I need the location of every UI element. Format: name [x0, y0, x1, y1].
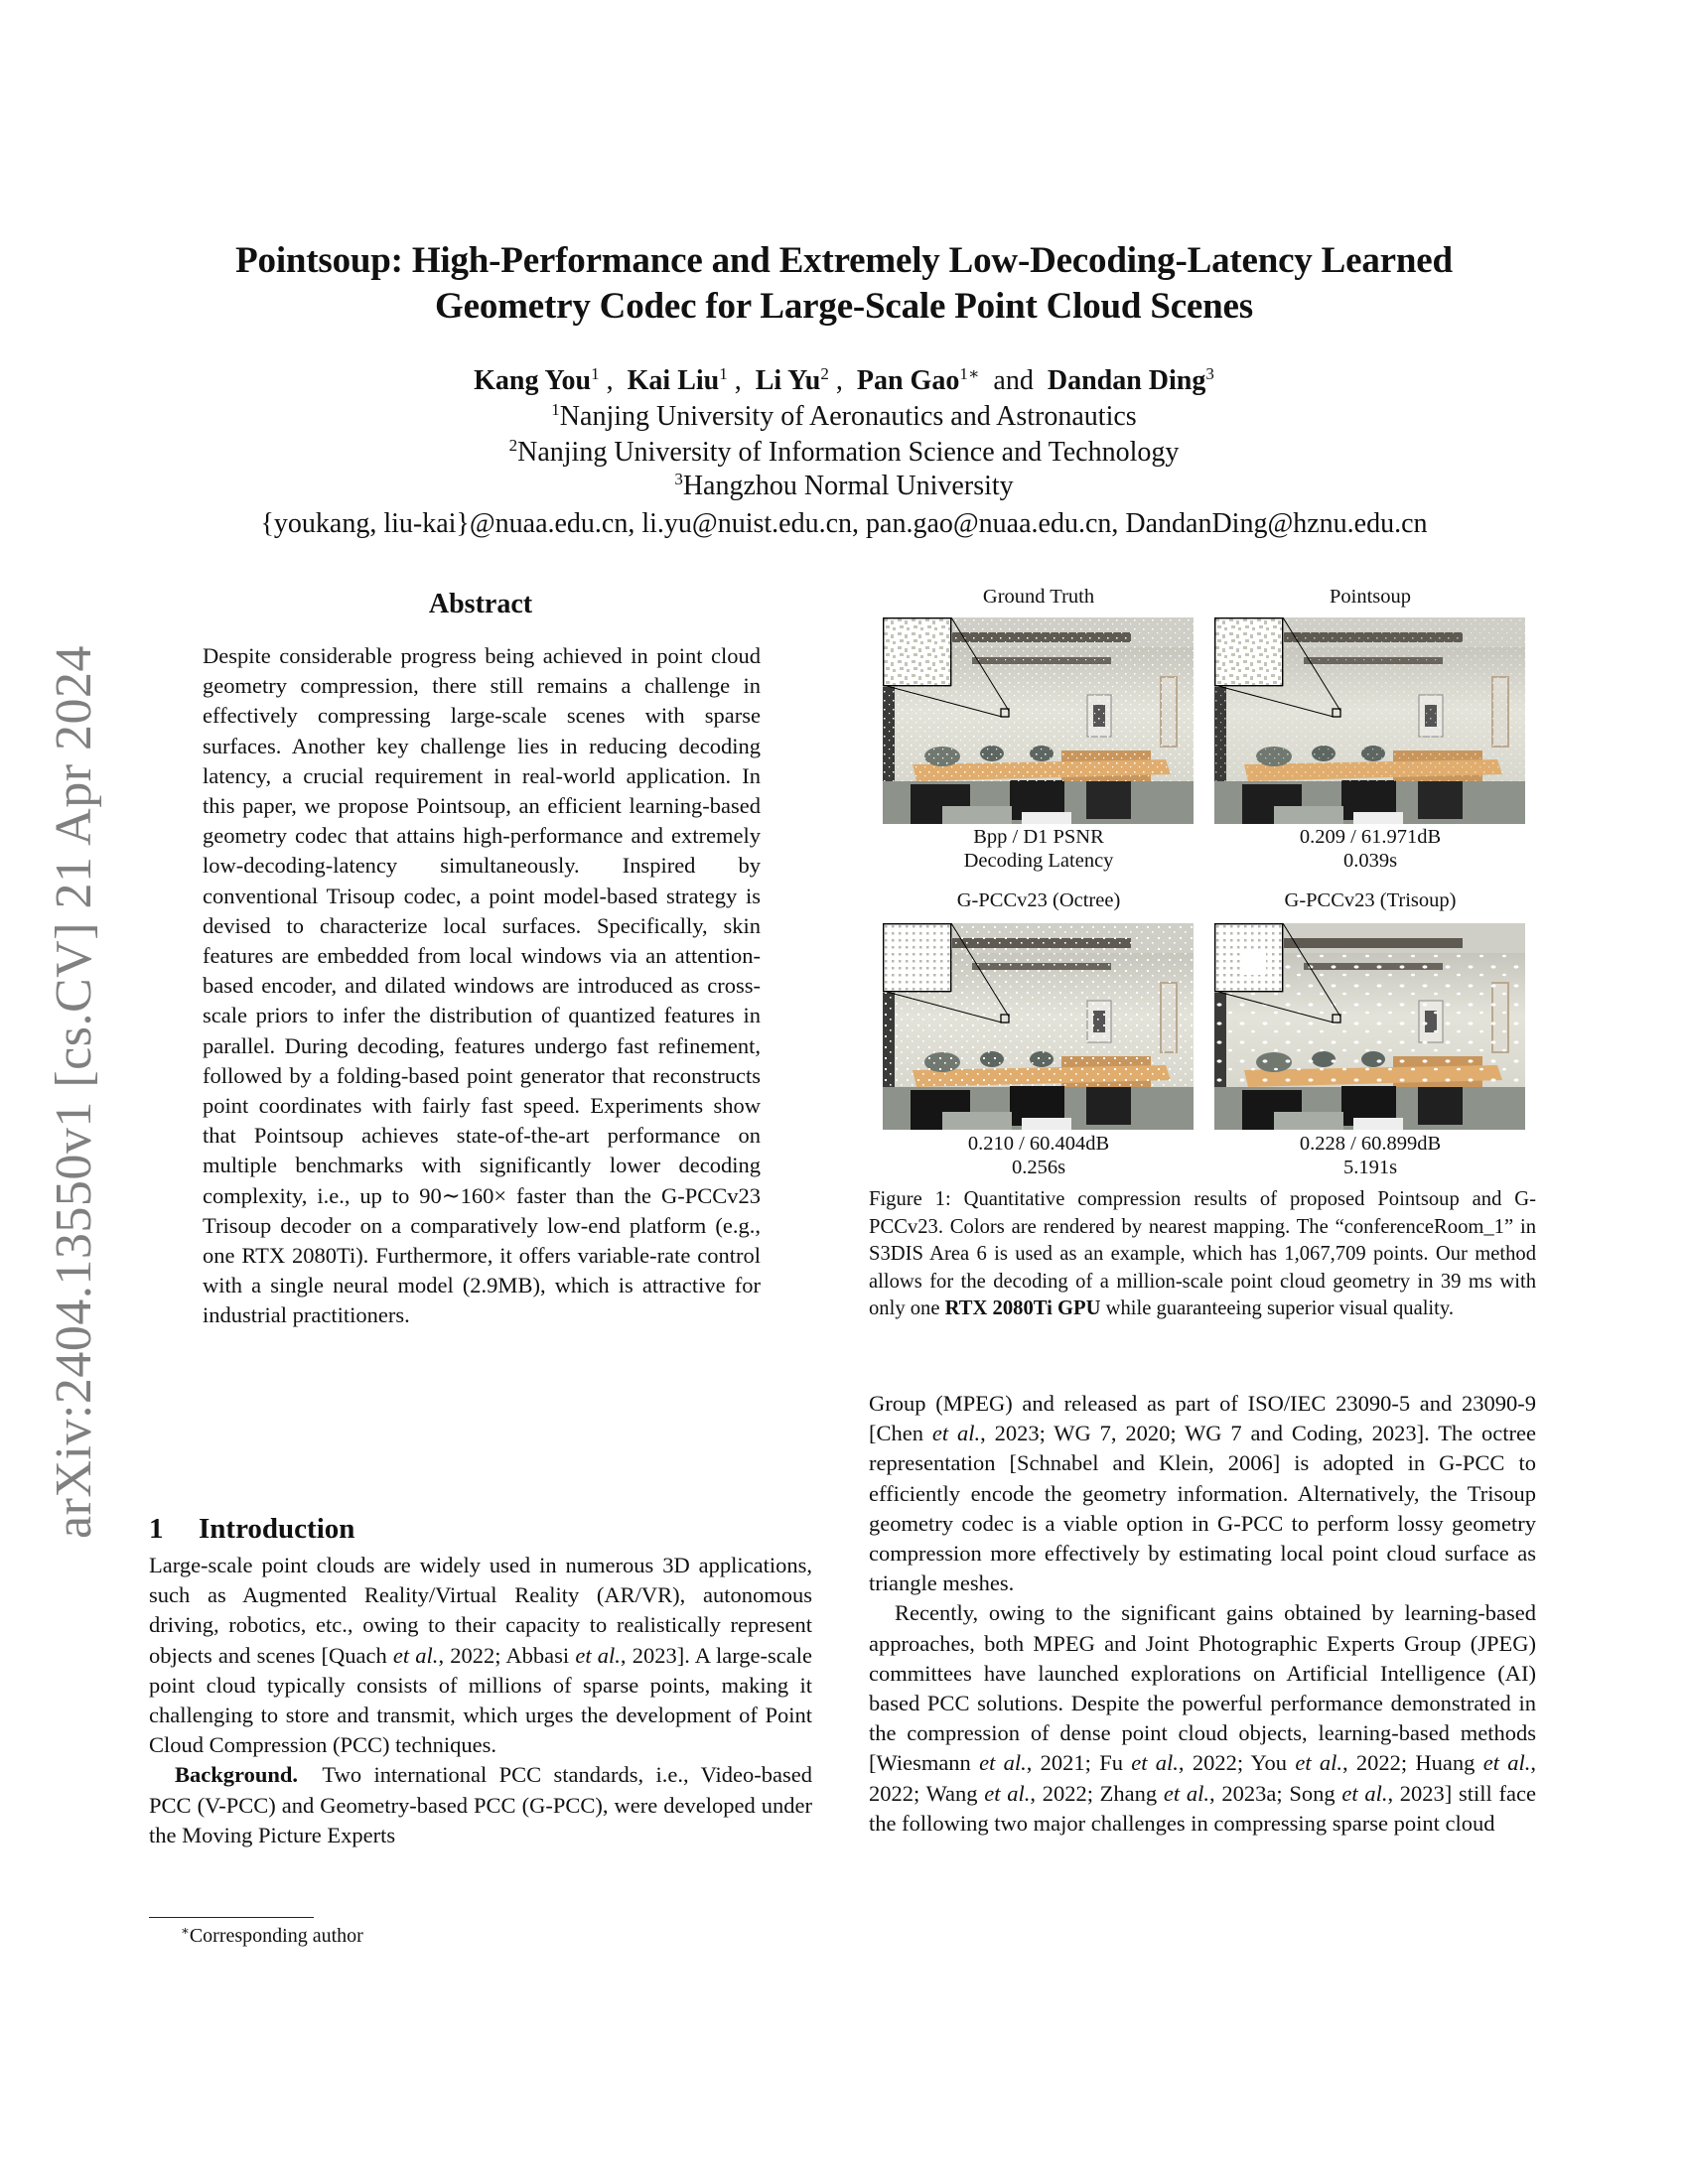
text: , 2022; Abbasi [438, 1642, 576, 1668]
affil-name: Hangzhou Normal University [682, 471, 1014, 501]
author-name: Dandan Ding [1047, 365, 1206, 396]
affiliation-3 [149, 469, 1539, 504]
citation-etal: et al. [1131, 1750, 1179, 1776]
author-name: Kang You [474, 365, 592, 396]
affiliation-1 [149, 399, 1539, 435]
text: , 2023]. A large-scale point cloud typically consists of millions of sparse points, making it challenging to store and transmit, which urges the development of Point Cloud Compression (PCC) techniques. [149, 1642, 812, 1758]
citation-etal: et al. [984, 1780, 1031, 1806]
text: , 2022; Huang [1341, 1750, 1483, 1776]
author-affil-mark: 1 [591, 364, 600, 383]
citation-etal: et al. [1341, 1780, 1388, 1806]
author-affil-mark: 3 [1205, 364, 1214, 383]
caption-emphasis: RTX 2080Ti GPU [944, 1297, 1101, 1320]
text: Recently, owing to the significant gains obtained by learning-based approaches, both MPEG and Joint Photographic Experts Group (JPEG) committees have launched explorations on Artificial Intelligence (AI) based PCC solutions. Despite the powerful performance demonstrated in the compression of dense point cloud objects, learning-based methods [Wiesmann [869, 1600, 1536, 1776]
point-cloud-render-gpcc-octree [883, 923, 1194, 1130]
text: , 2023a; Song [1209, 1780, 1342, 1806]
citation-etal: et al. [1163, 1780, 1210, 1806]
citation-etal: et al. [1295, 1750, 1342, 1776]
footnote [181, 1923, 363, 1949]
panel-metric-line-2: 0.039s [1342, 850, 1398, 872]
room-render-image [883, 617, 1194, 824]
caption-text: while guaranteeing superior visual quality. [1100, 1297, 1454, 1320]
panel-title: Ground Truth [982, 586, 1095, 608]
text: Two international PCC standards, i.e., Video-based PCC (V-PCC) and Geometry-based PCC (G-PCC), were developed under the Moving Picture Experts [149, 1762, 818, 1847]
abstract-text: Despite considerable progress being achieved in point cloud geometry compression, there still remains a challenge in effectively compressing large-scale scenes with sparse surfaces. Another key challenge lies in reducing decoding latency, a crucial requirement in real-world application. In this paper, we propose Pointsoup, an efficient learning-based geometry codec that attains high-performance and extremely low-decoding-latency simultaneously. Inspired by conventional Trisoup codec, a point model-based strategy is devised to characterize local surfaces. Specifically, skin features are embedded from local windows via an attention-based encoder, and dilated windows are introduced as cross-scale priors to infer the distribution of quantized features in parallel. During decoding, features undergo fast refinement, followed by a folding-based point generator that reconstructs point coordinates with fairly fast speed. Experiments show that Pointsoup achieves state-of-the-art performance on multiple benchmarks with significantly lower decoding complexity, i.e., up to 90∼160× faster than the G-PCCv23 Trisoup decoder on a comparatively low-end platform (e.g., one RTX 2080Ti). Furthermore, it offers variable-rate control with a single neural model (2.9MB), which is attractive for industrial practitioners. [203, 643, 761, 1328]
affil-number: 1 [551, 400, 560, 419]
abstract-heading: Abstract [428, 589, 533, 619]
figure-1-caption [869, 1186, 1536, 1323]
text: Large-scale point clouds are widely used in numerous 3D applications, such as Augmented Reality/Virtual Reality (AR/VR), autonomous driving, robotics, etc., owing to their capacity to realistically represent objects and scenes [Quach [149, 1553, 812, 1668]
panel-metric-line-1: 0.228 / 60.899dB [1299, 1133, 1442, 1155]
citation-etal: et al. [931, 1421, 981, 1446]
arxiv-identifier: arXiv:2404.13550v1 [cs.CV] 21 Apr 2024 [46, 644, 102, 1539]
citation-etal: et al. [575, 1642, 621, 1668]
affil-name: Nanjing University of Aeronautics and Astronautics [559, 401, 1137, 432]
footnote-rule [149, 1917, 314, 1918]
author-name: Li Yu [755, 365, 821, 396]
point-cloud-render-gpcc-trisoup [1214, 923, 1525, 1130]
intro-paragraph-1 [149, 1551, 812, 1760]
panel-metric-line-2: 0.256s [1011, 1157, 1066, 1178]
affiliation-2 [149, 435, 1539, 471]
text: , 2023; WG 7, 2020; WG 7 and Coding, 2023]. The octree representation [Schnabel and Klein, 2006] is adopted in G-PCC to efficiently encode the geometry information. Alternatively, the Trisoup geometry codec is a viable option in G-PCC to perform lossy geometry compression more effectively by estimating local point cloud surface as triangle meshes. [869, 1421, 1536, 1596]
abstract-body [203, 641, 761, 1331]
section-number: 1 [149, 1513, 164, 1545]
panel-metric-line-2: 5.191s [1342, 1157, 1398, 1178]
citation-etal: et al. [979, 1750, 1027, 1776]
caption-text: Figure 1: Quantitative compression results of proposed Pointsoup and G-PCCv23. Colors are rendered by nearest mapping. The “conferenceRoom_1” in S3DIS Area 6 is used as an example, which has 1,067,709 points. Our method allows for the decoding of a million-scale point cloud geometry in 39 ms with only one [869, 1188, 1536, 1320]
point-cloud-render-ground-truth [883, 617, 1194, 824]
panel-title: G-PCCv23 (Trisoup) [1284, 889, 1457, 911]
author-list: Kang You$^1$ , Kai Liu$^1$ , Li Yu$^2$ , Pan Gao$^{1∗}$ and Dandan Ding$^3$ [474, 364, 1214, 396]
footnote-mark: ∗ [181, 1923, 190, 1938]
affil-name: Nanjing University of Information Science and Technology [517, 437, 1180, 468]
email-list: {youkang, liu-kai}@nuaa.edu.cn, li.yu@nuist.edu.cn, pan.gao@nuaa.edu.cn, DandanDing@hznu.edu.cn [260, 508, 1428, 539]
footnote-text: Corresponding author [189, 1925, 363, 1947]
text: , 2021; Fu [1026, 1750, 1132, 1776]
text: , 2022; You [1178, 1750, 1296, 1776]
citation-etal: et al. [392, 1642, 439, 1668]
point-cloud-render-pointsoup [1214, 617, 1525, 824]
text: , 2023] still face the following two major challenges in compressing sparse point cloud [869, 1780, 1536, 1836]
title-line-1: Pointsoup: High-Performance and Extremely Low-Decoding-Latency Learned [235, 240, 1453, 281]
author-affil-mark: 1∗ [959, 364, 980, 383]
text: , 2022; Zhang [1030, 1780, 1164, 1806]
intro-paragraph-background [149, 1760, 818, 1850]
panel-metric-line-2: Decoding Latency [963, 850, 1114, 872]
arxiv-watermark [46, 566, 102, 1539]
author-name: Kai Liu [627, 365, 720, 396]
affil-number: 2 [508, 436, 518, 455]
text: , 2022; Wang [869, 1750, 1536, 1806]
citation-etal: et al. [1482, 1750, 1531, 1776]
paragraph-lead: Background. [175, 1762, 299, 1788]
section-heading-introduction [149, 1511, 354, 1547]
room-render-image [1214, 923, 1525, 1130]
author-affil-mark: 2 [820, 364, 829, 383]
right-column-body [869, 1389, 1536, 1839]
paper-title [149, 238, 1539, 330]
room-render-image [883, 923, 1194, 1130]
panel-metric-line-1: Bpp / D1 PSNR [973, 826, 1104, 848]
introduction-body [149, 1551, 818, 1850]
paragraph-mpeg [869, 1389, 1536, 1598]
room-render-image [1214, 617, 1525, 824]
affil-number: 3 [674, 470, 683, 488]
text: Group (MPEG) and released as part of ISO/IEC 23090-5 and 23090-9 [Chen [869, 1391, 1536, 1446]
section-title: Introduction [199, 1513, 355, 1545]
panel-title: G-PCCv23 (Octree) [956, 889, 1121, 911]
panel-metric-line-1: 0.209 / 61.971dB [1299, 826, 1442, 848]
paragraph-recently [869, 1598, 1536, 1839]
author-name: Pan Gao [856, 365, 960, 396]
author-conjunction: and [993, 365, 1034, 396]
panel-title: Pointsoup [1329, 586, 1412, 608]
title-line-2: Geometry Codec for Large-Scale Point Cloud Scenes [435, 286, 1253, 327]
author-affil-mark: 1 [719, 364, 728, 383]
panel-metric-line-1: 0.210 / 60.404dB [967, 1133, 1110, 1155]
